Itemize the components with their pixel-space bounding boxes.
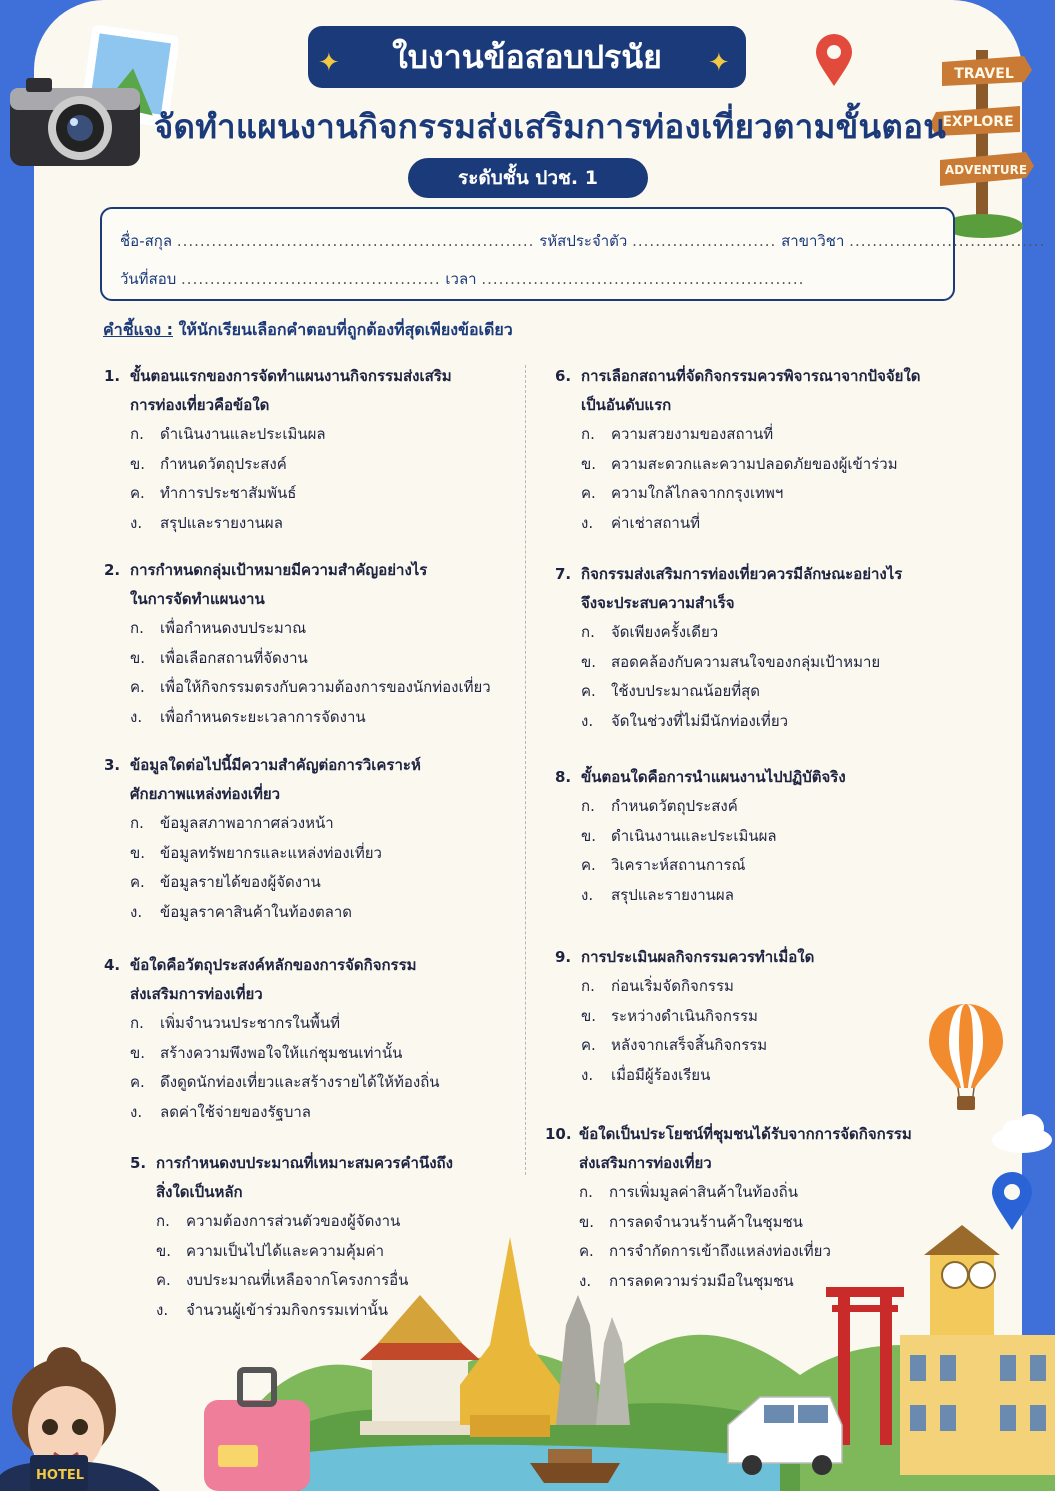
answer-option[interactable] (555, 707, 902, 737)
option-text: ข้อมูลรายได้ของผู้จัดงาน (160, 873, 321, 891)
option-text: จัดเพียงครั้งเดียว (611, 623, 719, 641)
answer-option[interactable] (104, 1039, 440, 1069)
sparkle-icon: ✦ (318, 48, 340, 78)
column-divider (525, 365, 526, 1175)
question-stem (104, 951, 440, 1009)
question-number: 4. (104, 956, 121, 974)
option-letter: ก. (130, 814, 144, 832)
question-number: 8. (555, 768, 572, 786)
option-letter: ค. (156, 1271, 171, 1289)
option-letter: ข. (130, 648, 146, 667)
option-letter: ก. (581, 797, 595, 815)
question-stem-line: กิจกรรมส่งเสริมการท่องเที่ยวควรมีลักษณะอย่างไร (581, 565, 903, 583)
option-letter: ข. (130, 1043, 146, 1062)
option-text: การจำกัดการเข้าถึงแหล่งท่องเที่ยว (609, 1242, 831, 1260)
question-stem (555, 943, 814, 972)
question-stem (104, 751, 421, 809)
thai-tourism-scene-illustration (0, 1225, 1055, 1491)
option-letter: ข. (581, 454, 597, 473)
worksheet-title-text: ใบงานข้อสอบปรนัย (392, 37, 662, 76)
option-letter: ค. (579, 1242, 594, 1260)
map-pin-icon (988, 1170, 1036, 1232)
student-info-box (100, 207, 1046, 301)
question-8 (555, 763, 846, 910)
option-letter: ง. (130, 1102, 143, 1121)
hotel-book-label: HOTEL (36, 1468, 84, 1483)
answer-option[interactable] (104, 1009, 440, 1039)
option-letter: ง. (581, 1065, 594, 1084)
question-stem-line: เป็นอันดับแรก (581, 396, 672, 414)
answer-option[interactable] (555, 792, 846, 822)
name-label: ชื่อ-สกุล (120, 232, 173, 250)
option-text: ดึงดูดนักท่องเที่ยวและสร้างรายได้ให้ท้องถิ่น (160, 1073, 440, 1091)
question-stem-line: ข้อมูลใดต่อไปนี้มีความสำคัญต่อการวิเคราะห์ (130, 756, 421, 774)
sign-text-adventure: ADVENTURE (944, 163, 1028, 177)
option-letter: ข. (581, 1006, 597, 1025)
answer-option[interactable] (555, 648, 902, 678)
question-stem-line: ส่งเสริมการท่องเที่ยว (130, 985, 263, 1003)
option-letter: ง. (579, 1271, 592, 1290)
cloud-icon (988, 1110, 1055, 1156)
major-label: สาขาวิชา (781, 232, 845, 250)
answer-option[interactable] (555, 851, 846, 881)
option-text: เพื่อเลือกสถานที่จัดงาน (160, 648, 308, 667)
map-pin-icon (812, 32, 856, 88)
question-stem (545, 1120, 912, 1178)
answer-option[interactable] (555, 677, 902, 707)
option-text: เพื่อกำหนดระยะเวลาการจัดงาน (160, 707, 366, 726)
option-text: ความเป็นไปได้และความคุ้มค่า (186, 1241, 385, 1260)
answer-option[interactable] (555, 420, 921, 450)
question-3 (104, 751, 421, 927)
question-stem (555, 362, 921, 420)
answer-option[interactable] (104, 868, 421, 898)
option-text: ความสะดวกและความปลอดภัยของผู้เข้าร่วม (611, 454, 898, 473)
question-number: 3. (104, 756, 121, 774)
question-9 (555, 943, 814, 1090)
answer-option[interactable] (104, 450, 452, 480)
option-letter: ก. (581, 425, 595, 443)
option-text: จัดในช่วงที่ไม่มีนักท่องเที่ยว (611, 711, 789, 730)
question-stem-line: ในการจัดทำแผนงาน (130, 590, 265, 608)
question-stem-line: สิ่งใดเป็นหลัก (156, 1183, 243, 1201)
option-text: ข้อมูลทรัพยากรและแหล่งท่องเที่ยว (160, 843, 382, 862)
answer-option[interactable] (104, 673, 491, 703)
student-id-field[interactable]: ......................... (632, 232, 777, 250)
exam-date-field[interactable]: ............................................. (181, 270, 441, 288)
question-stem-line: จึงจะประสบความสำเร็จ (581, 594, 735, 612)
answer-option[interactable] (104, 809, 421, 839)
answer-option[interactable] (555, 881, 846, 911)
option-text: เพิ่มจำนวนประชากรในพื้นที่ (160, 1014, 341, 1032)
answer-option[interactable] (555, 972, 814, 1002)
info-row-1 (120, 229, 1045, 253)
question-stem (130, 1149, 453, 1207)
option-text: การลดจำนวนร้านค้าในชุมชน (609, 1212, 803, 1231)
question-stem-line: การกำหนดกลุ่มเป้าหมายมีความสำคัญอย่างไร (130, 561, 428, 579)
option-text: ข้อมูลราคาสินค้าในท้องตลาด (160, 902, 353, 921)
option-letter: ค. (130, 484, 145, 502)
option-letter: ข. (581, 826, 597, 845)
option-text: ใช้งบประมาณน้อยที่สุด (611, 682, 761, 700)
option-letter: ง. (130, 902, 143, 921)
option-text: จำนวนผู้เข้าร่วมกิจกรรมเท่านั้น (186, 1300, 389, 1319)
question-number: 9. (555, 948, 572, 966)
answer-option[interactable] (555, 822, 846, 852)
hot-air-balloon-icon (925, 1000, 1007, 1115)
option-letter: ง. (156, 1300, 169, 1319)
option-letter: ค. (130, 873, 145, 891)
answer-option[interactable] (104, 644, 491, 674)
question-stem-line: การท่องเที่ยวคือข้อใด (130, 396, 270, 414)
option-letter: ง. (130, 707, 143, 726)
option-text: สรุปและรายงานผล (611, 885, 734, 904)
option-text: เพื่อให้กิจกรรมตรงกับความต้องการของนักท่องเที่ยว (160, 678, 491, 696)
option-letter: ง. (581, 513, 594, 532)
instruction-label: คำชี้แจง : (103, 320, 174, 339)
option-text: ความต้องการส่วนตัวของผู้จัดงาน (186, 1212, 401, 1230)
option-text: ลดค่าใช้จ่ายของรัฐบาล (160, 1102, 311, 1121)
option-text: ดำเนินงานและประเมินผล (160, 425, 326, 443)
option-text: การเพิ่มมูลค่าสินค้าในท้องถิ่น (609, 1183, 799, 1201)
option-letter: ก. (581, 623, 595, 641)
question-1 (104, 362, 452, 538)
name-field[interactable]: .............................................................. (176, 232, 535, 250)
option-text: ข้อมูลสภาพอากาศล่วงหน้า (160, 814, 334, 832)
option-letter: ค. (581, 1036, 596, 1054)
option-letter: ค. (130, 1073, 145, 1091)
option-letter: ค. (130, 678, 145, 696)
question-stem-line: ศักยภาพแหล่งท่องเที่ยว (130, 785, 281, 803)
option-text: สร้างความพึงพอใจให้แก่ชุมชนเท่านั้น (160, 1043, 403, 1062)
option-letter: ก. (130, 425, 144, 443)
option-letter: ข. (130, 454, 146, 473)
option-text: เพื่อกำหนดงบประมาณ (160, 619, 307, 637)
option-text: ระหว่างดำเนินกิจกรรม (611, 1006, 758, 1025)
answer-option[interactable] (555, 1031, 814, 1061)
option-letter: ก. (156, 1212, 170, 1230)
question-number: 1. (104, 367, 121, 385)
instruction (103, 318, 513, 343)
question-stem-line: ขั้นตอนแรกของการจัดทำแผนงานกิจกรรมส่งเสริม (130, 367, 452, 385)
option-letter: ก. (581, 977, 595, 995)
exam-date-label: วันที่สอบ (120, 270, 177, 288)
question-7 (555, 560, 902, 736)
time-field[interactable]: ........................................................ (481, 270, 805, 288)
question-stem-line: ข้อใดคือวัตถุประสงค์หลักของการจัดกิจกรรม (130, 956, 417, 974)
option-letter: ง. (130, 513, 143, 532)
option-letter: ค. (581, 682, 596, 700)
option-text: การลดความร่วมมือในชุมชน (609, 1271, 794, 1290)
worksheet-title (308, 26, 746, 88)
question-stem (555, 763, 846, 792)
question-stem-line: ข้อใดเป็นประโยชน์ที่ชุมชนได้รับจากการจัดกิจกรรม (579, 1125, 912, 1143)
option-text: สรุปและรายงานผล (160, 513, 283, 532)
option-text: เมื่อมีผู้ร้องเรียน (611, 1065, 711, 1084)
option-text: วิเคราะห์สถานการณ์ (611, 856, 746, 874)
answer-option[interactable] (104, 509, 452, 539)
info-row-2 (120, 267, 804, 291)
answer-option[interactable] (104, 1098, 440, 1128)
question-stem (104, 556, 491, 614)
sign-text-explore: EXPLORE (942, 114, 1014, 130)
option-text: ความสวยงามของสถานที่ (611, 425, 774, 443)
sparkle-icon: ✦ (708, 48, 730, 78)
option-letter: ข. (579, 1212, 595, 1231)
answer-option[interactable] (104, 1068, 440, 1098)
option-letter: ก. (579, 1183, 593, 1201)
answer-option[interactable] (104, 420, 452, 450)
question-4 (104, 951, 440, 1127)
answer-option[interactable] (104, 703, 491, 733)
main-title: จัดทำแผนงานกิจกรรมส่งเสริมการท่องเที่ยวตามขั้นตอน (153, 107, 947, 146)
answer-option[interactable] (555, 450, 921, 480)
question-stem (555, 560, 902, 618)
answer-option[interactable] (545, 1178, 912, 1208)
option-text: กำหนดวัตถุประสงค์ (160, 454, 287, 473)
answer-option[interactable] (555, 479, 921, 509)
option-letter: ข. (156, 1241, 172, 1260)
major-field[interactable]: .................................. (849, 232, 1046, 250)
question-stem-line: การกำหนดงบประมาณที่เหมาะสมควรคำนึงถึง (156, 1154, 453, 1172)
question-stem-line: ขั้นตอนใดคือการนำแผนงานไปปฏิบัติจริง (581, 768, 846, 786)
time-label: เวลา (445, 270, 477, 288)
question-stem-line: การเลือกสถานที่จัดกิจกรรมควรพิจารณาจากปัจจัยใด (581, 367, 921, 385)
question-number: 6. (555, 367, 572, 385)
question-number: 7. (555, 565, 572, 583)
option-text: ดำเนินงานและประเมินผล (611, 826, 777, 845)
option-letter: ก. (130, 1014, 144, 1032)
option-text: ค่าเช่าสถานที่ (611, 513, 700, 532)
instruction-text: ให้นักเรียนเลือกคำตอบที่ถูกต้องที่สุดเพียงข้อเดียว (178, 320, 513, 339)
answer-option[interactable] (555, 1002, 814, 1032)
sign-text-travel: TRAVEL (954, 66, 1014, 82)
question-stem-line: ส่งเสริมการท่องเที่ยว (579, 1154, 712, 1172)
question-number: 2. (104, 561, 121, 579)
answer-option[interactable] (104, 614, 491, 644)
option-text: ก่อนเริ่มจัดกิจกรรม (611, 977, 734, 995)
question-stem-line: การประเมินผลกิจกรรมควรทำเมื่อใด (581, 948, 815, 966)
option-text: งบประมาณที่เหลือจากโครงการอื่น (186, 1271, 409, 1289)
option-text: ความใกล้ไกลจากกรุงเทพฯ (611, 484, 784, 502)
option-letter: ก. (130, 619, 144, 637)
answer-option[interactable] (555, 509, 921, 539)
option-letter: ง. (581, 711, 594, 730)
question-number: 5. (130, 1154, 147, 1172)
answer-option[interactable] (104, 839, 421, 869)
answer-option[interactable] (104, 479, 452, 509)
option-text: ทำการประชาสัมพันธ์ (160, 484, 297, 502)
answer-option[interactable] (555, 618, 902, 648)
level-badge (408, 158, 648, 198)
option-letter: ง. (581, 885, 594, 904)
question-number: 10. (545, 1125, 572, 1143)
level-text: ระดับชั้น ปวช. 1 (458, 167, 598, 189)
option-letter: ค. (581, 856, 596, 874)
option-text: สอดคล้องกับความสนใจของกลุ่มเป้าหมาย (611, 652, 881, 671)
option-letter: ค. (581, 484, 596, 502)
question-2 (104, 556, 491, 732)
option-text: กำหนดวัตถุประสงค์ (611, 797, 738, 815)
student-id-label: รหัสประจำตัว (539, 232, 628, 250)
option-letter: ข. (581, 652, 597, 671)
option-text: หลังจากเสร็จสิ้นกิจกรรม (611, 1036, 768, 1054)
question-stem (104, 362, 452, 420)
answer-option[interactable] (555, 1061, 814, 1091)
answer-option[interactable] (104, 898, 421, 928)
question-6 (555, 362, 921, 538)
option-letter: ข. (130, 843, 146, 862)
